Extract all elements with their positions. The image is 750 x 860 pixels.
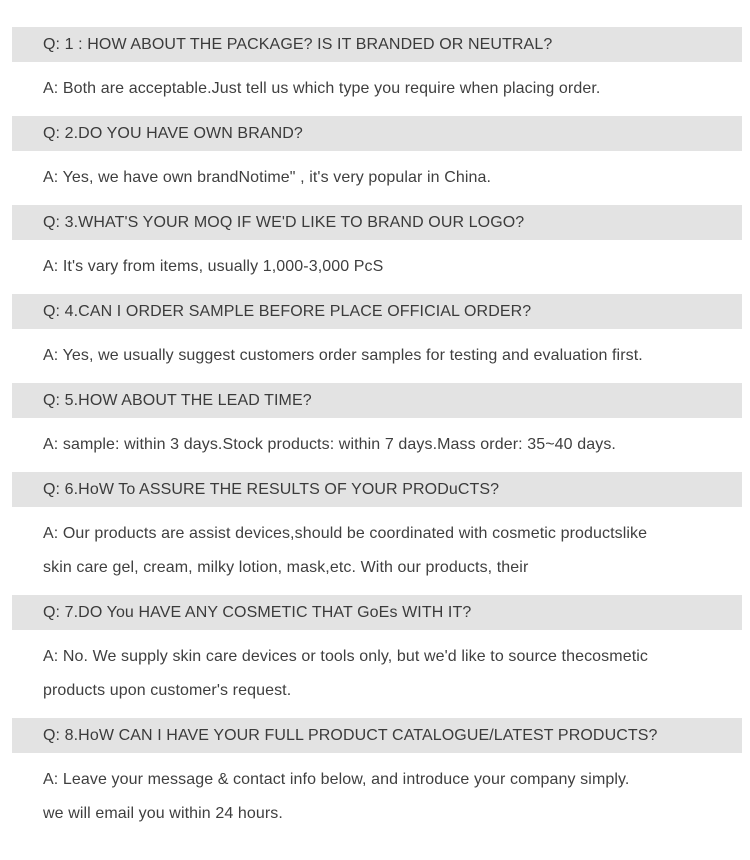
faq-item xyxy=(0,595,750,718)
answer-line: A: It's vary from items, usually 1,000-3,000 PcS xyxy=(43,258,384,275)
question-text: Q: 4.CAN I ORDER SAMPLE BEFORE PLACE OFFICIAL ORDER? xyxy=(43,302,532,320)
faq-item xyxy=(0,294,750,383)
answer-text xyxy=(0,62,750,116)
question-text: Q: 2.DO YOU HAVE OWN BRAND? xyxy=(43,124,303,142)
question-bar xyxy=(12,472,742,507)
answer-text xyxy=(0,507,750,595)
answer-line: A: Leave your message & contact info below, and introduce your company simply. xyxy=(43,771,630,788)
answer-text xyxy=(0,329,750,383)
answer-line: A: Both are acceptable.Just tell us which type you require when placing order. xyxy=(43,80,601,97)
answer-line: A: Yes, we usually suggest customers order samples for testing and evaluation first. xyxy=(43,347,643,364)
question-text: Q: 6.HoW To ASSURE THE RESULTS OF YOUR PRODuCTS? xyxy=(43,480,500,498)
answer-line: skin care gel, cream, milky lotion, mask,etc. With our products, their xyxy=(43,559,529,576)
question-text: Q: 5.HOW ABOUT THE LEAD TIME? xyxy=(43,391,312,409)
faq-item xyxy=(0,116,750,205)
faq-item xyxy=(0,472,750,595)
question-bar xyxy=(12,595,742,630)
question-text: Q: 3.WHAT'S YOUR MOQ IF WE'D LIKE TO BRAND OUR LOGO? xyxy=(43,213,525,231)
question-bar xyxy=(12,383,742,418)
question-bar xyxy=(12,205,742,240)
answer-line: A: No. We supply skin care devices or tools only, but we'd like to source thecosmetic xyxy=(43,648,649,665)
answer-line: products upon customer's request. xyxy=(43,682,292,699)
faq-item xyxy=(0,27,750,116)
question-bar xyxy=(12,116,742,151)
answer-text xyxy=(0,630,750,718)
faq-item xyxy=(0,205,750,294)
question-bar xyxy=(12,27,742,62)
faq-list xyxy=(0,27,750,841)
answer-text xyxy=(0,753,750,841)
answer-text xyxy=(0,240,750,294)
question-bar xyxy=(12,718,742,753)
faq-item xyxy=(0,383,750,472)
answer-line: we will email you within 24 hours. xyxy=(43,805,283,822)
answer-line: A: sample: within 3 days.Stock products: within 7 days.Mass order: 35~40 days. xyxy=(43,436,616,453)
answer-text xyxy=(0,151,750,205)
question-text: Q: 8.HoW CAN I HAVE YOUR FULL PRODUCT CATALOGUE/LATEST PRODUCTS? xyxy=(43,726,658,744)
question-text: Q: 7.DO You HAVE ANY COSMETIC THAT GoEs WITH IT? xyxy=(43,603,472,621)
question-text: Q: 1 : HOW ABOUT THE PACKAGE? IS IT BRANDED OR NEUTRAL? xyxy=(43,35,553,53)
faq-item xyxy=(0,718,750,841)
answer-text xyxy=(0,418,750,472)
question-bar xyxy=(12,294,742,329)
answer-line: A: Our products are assist devices,should be coordinated with cosmetic productslike xyxy=(43,525,648,542)
answer-line: A: Yes, we have own brandNotime" , it's very popular in China. xyxy=(43,169,492,186)
